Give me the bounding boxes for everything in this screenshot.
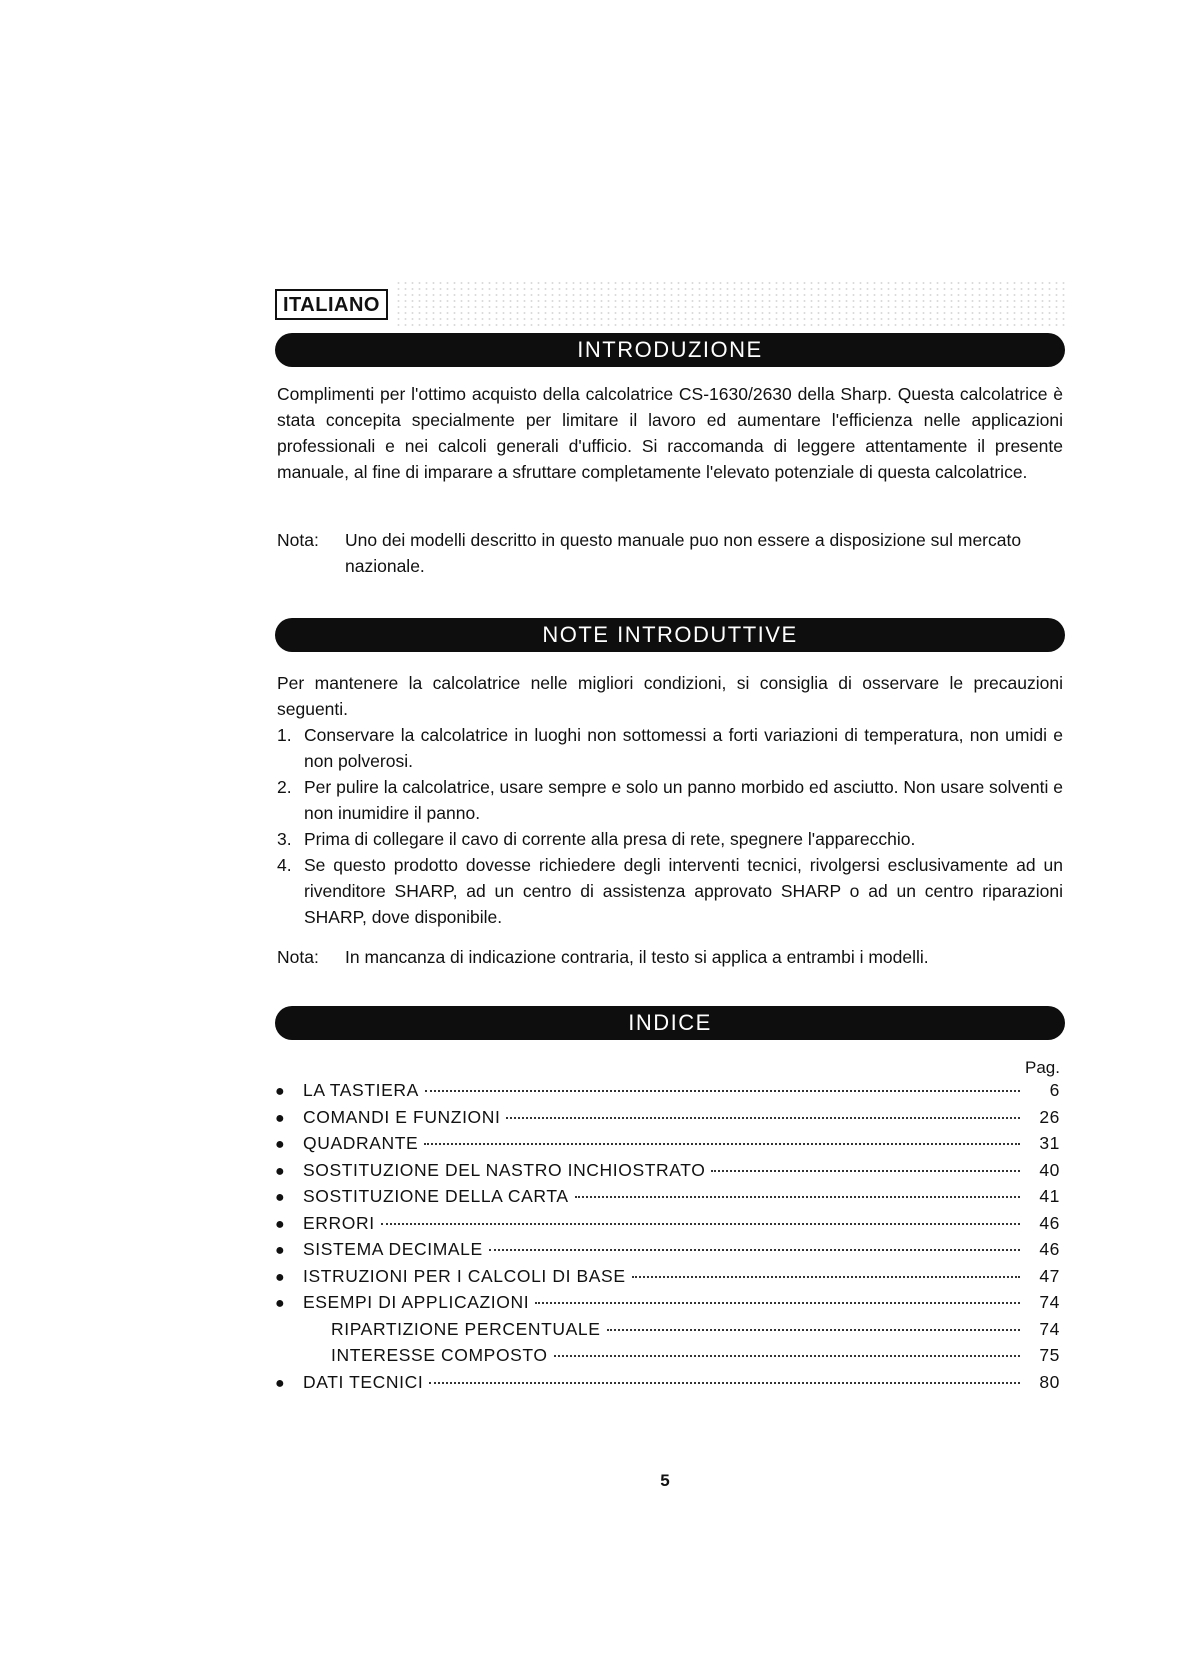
toc-title: ERRORI bbox=[303, 1212, 375, 1233]
toc-title: SISTEMA DECIMALE bbox=[303, 1239, 483, 1259]
list-item bbox=[277, 826, 1063, 852]
toc-subentry[interactable] bbox=[275, 1345, 1060, 1372]
intro-note bbox=[277, 527, 1063, 579]
toc-title: RIPARTIZIONE PERCENTUALE bbox=[331, 1318, 601, 1339]
section-header-introduzione bbox=[275, 333, 1065, 367]
intro-paragraph: Complimenti per l'ottimo acquisto della calcolatrice CS-1630/2630 della Sharp. Questa calcolatrice è stata concepita specialmente per limitare il lavoro ed aumentare l'efficienza nelle applicazioni professionali e nei calcoli generali d'ufficio. Si raccomanda di leggere attentamente il presente manuale, al fine di imparare a sfruttare completamente l'elevato potenziale di questa calcolatrice. bbox=[277, 384, 1063, 482]
toc-page: 6 bbox=[1049, 1080, 1060, 1100]
item-text: Conservare la calcolatrice in luoghi non sottomessi a forti variazioni di temperatura, non umidi e non polverosi. bbox=[304, 725, 1063, 771]
dot-leader bbox=[607, 1329, 1021, 1331]
item-number: 1. bbox=[277, 725, 292, 745]
section-title: NOTE INTRODUTTIVE bbox=[542, 622, 798, 647]
toc-entry[interactable] bbox=[275, 1107, 1060, 1134]
bullet-icon: ● bbox=[275, 1374, 286, 1392]
table-of-contents bbox=[275, 1080, 1060, 1398]
scan-noise bbox=[395, 280, 1065, 328]
dot-leader bbox=[632, 1276, 1020, 1278]
toc-page: 46 bbox=[1039, 1212, 1060, 1233]
toc-page: 74 bbox=[1039, 1318, 1060, 1339]
page-number: 5 bbox=[660, 1471, 670, 1490]
models-note bbox=[277, 944, 1063, 970]
dot-leader bbox=[429, 1382, 1020, 1384]
note-text: In mancanza di indicazione contraria, il testo si applica a entrambi i modelli. bbox=[345, 947, 929, 967]
dot-leader bbox=[381, 1223, 1020, 1225]
note-text: Uno dei modelli descritto in questo manuale puo non essere a disposizione sul mercato nazionale. bbox=[345, 530, 1022, 576]
dot-leader bbox=[535, 1302, 1020, 1304]
list-item bbox=[277, 774, 1063, 826]
item-text: Se questo prodotto dovesse richiedere degli interventi tecnici, rivolgersi esclusivamente ad un rivenditore SHARP, ad un centro di assistenza approvato SHARP o ad un centro riparazioni SHARP, dove disponibile. bbox=[304, 855, 1063, 927]
list-item bbox=[277, 852, 1063, 930]
toc-entry[interactable] bbox=[275, 1080, 1060, 1107]
section-title: INDICE bbox=[628, 1010, 712, 1035]
dot-leader bbox=[506, 1117, 1020, 1119]
bullet-icon: ● bbox=[275, 1109, 286, 1127]
toc-page: 40 bbox=[1039, 1159, 1060, 1180]
toc-entry[interactable] bbox=[275, 1372, 1060, 1399]
item-number: 2. bbox=[277, 777, 292, 797]
item-text: Prima di collegare il cavo di corrente alla presa di rete, spegnere l'apparecchio. bbox=[304, 829, 916, 849]
toc-title: INTERESSE COMPOSTO bbox=[331, 1345, 548, 1365]
toc-entry[interactable] bbox=[275, 1186, 1060, 1213]
bullet-icon: ● bbox=[275, 1215, 286, 1233]
toc-title: ESEMPI DI APPLICAZIONI bbox=[303, 1292, 530, 1312]
toc-page: 47 bbox=[1039, 1265, 1060, 1286]
precautions-list bbox=[277, 722, 1063, 930]
toc-title: DATI TECNICI bbox=[303, 1371, 424, 1392]
dot-leader bbox=[575, 1196, 1020, 1198]
bullet-icon: ● bbox=[275, 1295, 286, 1312]
item-number: 4. bbox=[277, 855, 292, 875]
dot-leader bbox=[424, 1143, 1020, 1145]
toc-page: 46 bbox=[1039, 1239, 1060, 1259]
toc-title: COMANDI E FUNZIONI bbox=[303, 1106, 501, 1127]
toc-title: QUADRANTE bbox=[303, 1133, 419, 1153]
toc-subentry[interactable] bbox=[275, 1319, 1060, 1346]
dot-leader bbox=[425, 1090, 1020, 1092]
bullet-icon: ● bbox=[275, 1162, 286, 1180]
toc-entry[interactable] bbox=[275, 1133, 1060, 1160]
toc-title: SOSTITUZIONE DEL NASTRO INCHIOSTRATO bbox=[303, 1159, 706, 1180]
item-text: Per pulire la calcolatrice, usare sempre e solo un panno morbido ed asciutto. Non usare solventi e non inumidire il panno. bbox=[304, 777, 1063, 823]
toc-page: 74 bbox=[1039, 1292, 1060, 1312]
toc-entry[interactable] bbox=[275, 1292, 1060, 1319]
toc-title: LA TASTIERA bbox=[303, 1080, 419, 1100]
item-number: 3. bbox=[277, 829, 292, 849]
list-item bbox=[277, 722, 1063, 774]
section-title: INTRODUZIONE bbox=[577, 337, 763, 362]
toc-entry[interactable] bbox=[275, 1213, 1060, 1240]
precautions-intro: Per mantenere la calcolatrice nelle migliori condizioni, si consiglia di osservare le precauzioni seguenti. bbox=[277, 673, 1063, 719]
note-label: Nota: bbox=[277, 947, 319, 967]
toc-entry[interactable] bbox=[275, 1160, 1060, 1187]
dot-leader bbox=[554, 1355, 1020, 1357]
toc-page: 80 bbox=[1039, 1371, 1060, 1392]
section-header-note-introduttive bbox=[275, 618, 1065, 652]
bullet-icon: ● bbox=[275, 1242, 286, 1259]
language-label: ITALIANO bbox=[275, 289, 388, 320]
note-label: Nota: bbox=[277, 530, 319, 550]
toc-title: SOSTITUZIONE DELLA CARTA bbox=[303, 1186, 569, 1206]
toc-title: ISTRUZIONI PER I CALCOLI DI BASE bbox=[303, 1265, 626, 1286]
dot-leader bbox=[489, 1249, 1020, 1251]
toc-page: 31 bbox=[1039, 1133, 1060, 1153]
toc-entry[interactable] bbox=[275, 1266, 1060, 1293]
toc-page: 26 bbox=[1039, 1106, 1060, 1127]
toc-entry[interactable] bbox=[275, 1239, 1060, 1266]
toc-page: 75 bbox=[1039, 1345, 1060, 1365]
bullet-icon: ● bbox=[275, 1268, 286, 1286]
section-header-indice bbox=[275, 1006, 1065, 1040]
bullet-icon: ● bbox=[275, 1189, 286, 1206]
page-column-label: Pag. bbox=[1025, 1058, 1060, 1077]
bullet-icon: ● bbox=[275, 1083, 286, 1100]
bullet-icon: ● bbox=[275, 1136, 286, 1153]
dot-leader bbox=[711, 1170, 1020, 1172]
toc-page: 41 bbox=[1039, 1186, 1060, 1206]
